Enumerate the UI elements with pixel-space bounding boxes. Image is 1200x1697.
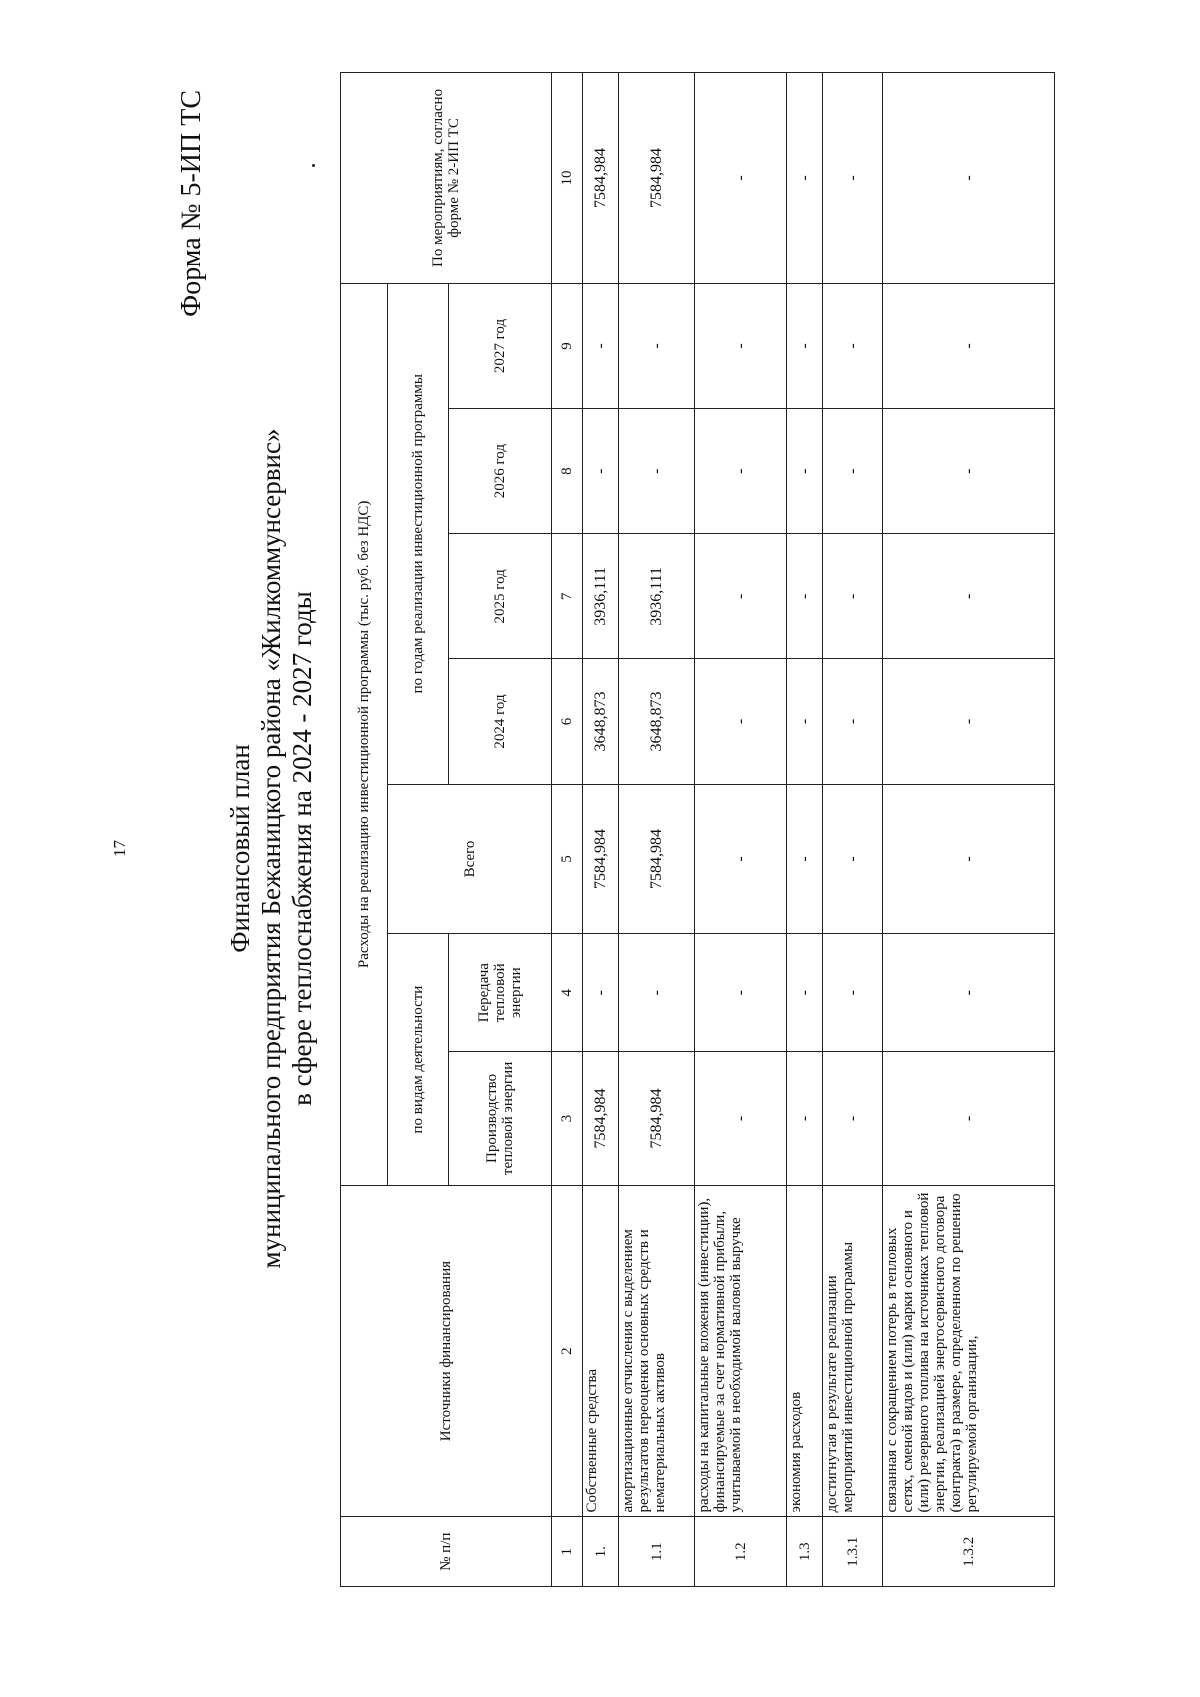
header-row-1	[341, 73, 388, 1587]
table-row	[583, 73, 619, 1587]
header-num: № п/п	[341, 1517, 552, 1587]
row-source: Собственные средства	[583, 1185, 619, 1517]
row-value: -	[619, 934, 695, 1052]
document-title	[225, 0, 318, 1697]
row-value: -	[823, 283, 883, 408]
row-value: -	[787, 283, 823, 408]
row-value: -	[823, 934, 883, 1052]
row-source: экономия расходов	[787, 1185, 823, 1517]
row-value: 7584,984	[583, 1052, 619, 1186]
row-value: 7584,984	[583, 784, 619, 934]
column-index: 6	[552, 659, 583, 784]
header-per-events: По мероприятиям, согласно форме № 2-ИП ТС	[341, 73, 552, 284]
row-value: -	[823, 784, 883, 934]
row-value: -	[787, 1052, 823, 1186]
column-index: 4	[552, 934, 583, 1052]
header-sources: Источники финансирования	[341, 1185, 552, 1517]
row-value: 7584,984	[619, 73, 695, 284]
row-number: 1.3.1	[823, 1517, 883, 1587]
row-value: -	[823, 73, 883, 284]
row-value: -	[883, 283, 1055, 408]
header-by-activity: по видам деятельности	[388, 934, 449, 1185]
title-line-1: Финансовый план	[225, 744, 255, 953]
row-value: -	[695, 283, 787, 408]
title-line-2: муниципального предприятия Бежаницкого района «Жилкоммунсервис»	[256, 428, 286, 1269]
row-value: -	[823, 534, 883, 659]
row-value: -	[695, 934, 787, 1052]
row-value: -	[695, 409, 787, 534]
row-value: -	[883, 1052, 1055, 1186]
column-index-row	[552, 73, 583, 1587]
row-value: -	[823, 409, 883, 534]
column-index: 3	[552, 1052, 583, 1186]
row-value: -	[883, 784, 1055, 934]
form-label: Форма № 5-ИП ТС	[176, 90, 207, 317]
row-value: -	[619, 409, 695, 534]
column-index: 8	[552, 409, 583, 534]
row-value: -	[583, 409, 619, 534]
header-2024: 2024 год	[449, 659, 552, 784]
title-line-3: в сфере теплоснабжения на 2024 - 2027 годы	[287, 591, 317, 1106]
header-transfer: Передача тепловой энергии	[449, 934, 552, 1052]
row-value: -	[695, 534, 787, 659]
row-value: 7584,984	[619, 1052, 695, 1186]
row-value: -	[619, 283, 695, 408]
table-row	[695, 73, 787, 1587]
table-row	[823, 73, 883, 1587]
row-value: -	[883, 73, 1055, 284]
row-value: -	[787, 934, 823, 1052]
row-value: -	[823, 1052, 883, 1186]
column-index: 1	[552, 1517, 583, 1587]
row-number: 1.3.2	[883, 1517, 1055, 1587]
row-value: -	[883, 934, 1055, 1052]
row-value: 3936,111	[583, 534, 619, 659]
page-number: 17	[110, 840, 129, 857]
row-value: 7584,984	[583, 73, 619, 284]
table-row	[883, 73, 1055, 1587]
header-expenses: Расходы на реализацию инвестиционной программы (тыс. руб. без НДС)	[341, 283, 388, 1185]
row-source: амортизационные отчисления с выделением результатов переоценки основных средств и нематериальных активов	[619, 1185, 695, 1517]
header-total: Всего	[388, 784, 552, 934]
row-value: -	[787, 659, 823, 784]
row-value: -	[883, 659, 1055, 784]
header-2026: 2026 год	[449, 409, 552, 534]
column-index: 5	[552, 784, 583, 934]
row-number: 1.3	[787, 1517, 823, 1587]
header-production: Производство тепловой энергии	[449, 1052, 552, 1186]
row-value: -	[695, 1052, 787, 1186]
table-row	[787, 73, 823, 1587]
row-value: -	[883, 409, 1055, 534]
row-source: достигнутая в результате реализации мероприятий инвестиционной программы	[823, 1185, 883, 1517]
row-value: -	[583, 934, 619, 1052]
column-index: 2	[552, 1185, 583, 1517]
row-value: -	[695, 73, 787, 284]
header-2027: 2027 год	[449, 283, 552, 408]
financial-plan-table	[340, 72, 1055, 1587]
row-number: 1.2	[695, 1517, 787, 1587]
row-value: -	[787, 534, 823, 659]
row-value: -	[787, 784, 823, 934]
row-value: -	[823, 659, 883, 784]
row-value: 3648,873	[583, 659, 619, 784]
column-index: 7	[552, 534, 583, 659]
row-value: 3936,111	[619, 534, 695, 659]
header-by-years: по годам реализации инвестиционной программы	[388, 283, 449, 784]
row-value: -	[883, 534, 1055, 659]
row-value: -	[787, 73, 823, 284]
row-value: 3648,873	[619, 659, 695, 784]
row-source: связанная с сокращением потерь в тепловых сетях, сменой видов и (или) марки основного и (или) резервного топлива на источниках тепловой энергии, реализацией энергосервисного договора (контракта) в размере, определенном по решению регулируемой организации,	[883, 1185, 1055, 1517]
row-source: расходы на капитальные вложения (инвестиции), финансируемые за счет нормативной прибыли, учитываемой в необходимой валовой выручке	[695, 1185, 787, 1517]
row-value: -	[583, 283, 619, 408]
row-value: -	[695, 784, 787, 934]
row-value: 7584,984	[619, 784, 695, 934]
column-index: 9	[552, 283, 583, 408]
column-index: 10	[552, 73, 583, 284]
row-value: -	[787, 409, 823, 534]
row-number: 1.1	[619, 1517, 695, 1587]
table-row	[619, 73, 695, 1587]
row-number: 1.	[583, 1517, 619, 1587]
header-2025: 2025 год	[449, 534, 552, 659]
row-value: -	[695, 659, 787, 784]
